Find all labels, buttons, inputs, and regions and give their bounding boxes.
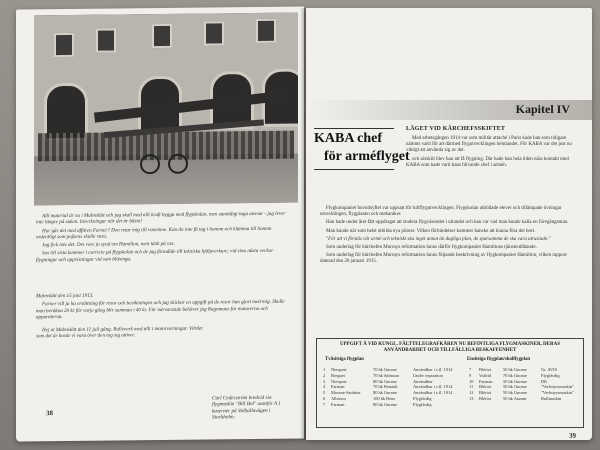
table-cell: Blériot [479,384,492,390]
table-cell: 10 [469,378,474,384]
left-number-column [323,367,325,408]
table-cell: 80 hk Gnome [373,378,397,384]
paragraph: och särskilt blev han att få flygning. Där hade han hela tiden nära kontakt med KABA som hade varit hans blivande chef i armén. [406,156,569,168]
table-cell: Användbar i s.fl. 1914 [413,390,453,396]
paragraph: Sus till sista kommer i carriere på flygskolan och de jag förmålde till tekniska hjälpverkare, vid sina nästa veckor flygningar och uppvisningar vid som blitsinga. [36,248,274,264]
table-cell: 50 hk Gnome [503,378,527,384]
table-cell: Flygfärdig [413,401,432,407]
chapter-heading: Kapitel IV [515,102,570,116]
photo-caption: Carl Cederström bredvid sin flygmaskin "Bill Bol" utanför A 1 kaserner på Valhallavägen i Stockholm. [212,394,281,421]
section-heading: LÄGET VID KÅRCHEFSSKIFTET [406,126,506,132]
paragraph: Jag fick inte det. Det vore ju synd om Hamilton, men tänk på oss. [42,241,175,249]
table-cell: Gr. AVIS [541,367,558,372]
table-cell: Albatros [331,395,347,401]
table-subheading-left: Tvåsitsiga flygplan [325,357,364,362]
title-line-1: KABA chef [314,131,383,146]
right-engine-column [503,367,527,402]
photograph [34,13,298,206]
paragraph: Han hade under året fått uppdraget att studera flygväsendet i utlandet och han var vad man kunde kalla en föregångsman. [326,220,569,226]
table-cell: Rullmaskin [541,395,562,401]
paragraph: Flygkompaniet huvudsyftet var uppsatt för luftflygutvecklingen. Flygskolan utbildade elever och tillämpade övningar utvecklingen, flygplanen och mekaniker. [320,206,562,218]
table-cell: 7 [469,367,472,372]
table-cell: Nieuport [331,378,347,384]
left-page [16,6,304,441]
table-cell: 9 [469,372,472,378]
table-cell: 7 [323,401,326,407]
table-cell: 2 [323,372,326,378]
table-cell: 4 [323,384,326,390]
table-cell: Användbar i s.fl. 1914 [413,384,453,390]
table-subheading-right: Ensitsiga flygplan/skolflygplan [467,357,531,362]
paragraph: Som underlag för kårchefen Murrays reformation fanns följande beskrivning av flygkompaniet Hamilton, vilken rapport daterad den 26 januari 1915. [320,253,567,265]
table-cell: DK [541,378,548,384]
paragraph: Farner vill ju ha ersättning för resor och besiktningen och jag skickar en uppgift på de resor han gjort med mig. Skulle man beräkna 20 kr för varje gång blir summan i 40 kr. För närvarande behöver jag Ragnmans för motorerna och apparaterna. [36,298,285,321]
letter-date: Malmslätt den 15 juni 1913. [36,292,94,300]
table-cell: 50 hk Anzani [503,395,527,401]
table-cell: Morane-Saulnier [331,390,361,396]
table-cell: Breguet [331,372,345,378]
table-cell: "Verkstyrsmaskin" [541,390,574,396]
title-line-2: för arméflyget [324,149,410,164]
table-heading: UPPGIFT Å VID KUNGL. FÄLTTELEGRAFKÅREN NU BEFINTLIGA FLYGMASKINER, DERAS ANVÄNDBARHET OCH TILLFÄLLIGA BESKAFFENHET [339,342,561,353]
table-cell: 70 hk Gnome [373,367,397,372]
table-cell: Under reparation [413,372,443,378]
table-cell: Blériot [479,395,492,401]
paragraph: Som underlag för kårchefen Murrays reformation fanns därför flygkompaniet Hamiltons tjänsteutlåtande. [326,245,537,251]
left-engine-column [373,367,399,408]
table-cell: 3 [323,378,326,384]
table-cell: Farman [479,378,493,384]
table-cell: Nieuport [331,367,347,372]
table-cell: Användbar [413,378,433,384]
table-cell: Flygfärdig [541,372,560,378]
table-cell: 50 hk Gnome [503,367,527,372]
table-cell: 70 hk Renault [373,384,398,390]
table-cell: 70 hk Gnome [503,372,527,378]
table-cell: 100 hk Benz [373,395,396,401]
left-page-body-2 [36,291,290,323]
right-number-column [469,367,473,402]
table-cell: 50 hk Gnome [503,384,527,390]
page-number-left: 38 [46,409,53,418]
table-cell: Blériot [479,367,492,372]
paragraph: Hur går det med affären Farner? Den retar mig till vansinne. Kan du inte få tag i honom och klämma till honom ordentligt som pojkens skulle vara. [36,225,272,241]
right-column-body [320,206,582,268]
left-page-body-3 [36,326,204,342]
right-status-column [541,367,574,402]
table-cell: "Verkstyrsmaskin" [541,384,574,390]
page-number-right: 39 [569,432,576,440]
table-cell: 70 hk Salmson [373,372,400,378]
paragraph: Hej ut Malmslätt den 11 juli gång. Rulleverk med allt i motorvarningar. Värdet som det är borde vi vara över den tog sig utöver. [36,325,203,340]
table-cell: 80 hk Gnome [373,390,397,396]
table-cell: Farman [331,401,345,407]
table-cell: Flygfärdig [413,395,432,401]
table-cell: Blériot [479,390,492,396]
paragraph: Allt material är nu i Malmslätt och jag skall med allt kraft bygga med flygskolan, men samtidigt taga ansvar - jag lever inte längre på saken. Inverkningar när det är bästa! [36,210,286,226]
left-name-column [331,367,361,408]
right-name-column [479,367,492,402]
table-cell: 1 [323,367,326,372]
paragraph: Man kunde när som helst utbilda nya piloter. Vilken förbindelser kommer kanske att kunna föra det bort. [326,228,536,234]
chapter-title [314,128,410,170]
table-cell: 80 hk Gnome [373,401,397,407]
table-cell: 13 [469,395,474,401]
paragraph: Med arbetsgången 1914 var som militär attaché i Paris kade han som tidigare nämnts varit för att därmed flygutvecklingen hemlandet. För KABA var det just nu viktigt att använda sig av det. [406,136,572,154]
quotation: "För att vi förstås vår armé och tekniskt ska inget annat än dugliga plan, de sparsamma de ska vara utrustade." [326,236,551,242]
table-cell: 11 [469,384,474,390]
table-cell: 50 hk Gnome [503,390,527,396]
right-page [306,8,592,440]
table-cell: 6 [323,395,326,401]
table-cell: Valfrid [479,372,492,378]
left-page-body [36,211,290,266]
table-cell: Farman [331,384,345,390]
table-cell: 5 [323,390,326,396]
table-cell: Användbar i s.fl. 1914 [413,367,453,372]
aircraft-table [316,338,584,428]
right-column-top [406,136,582,171]
table-cell: 12 [469,390,474,396]
left-status-column [413,367,452,408]
